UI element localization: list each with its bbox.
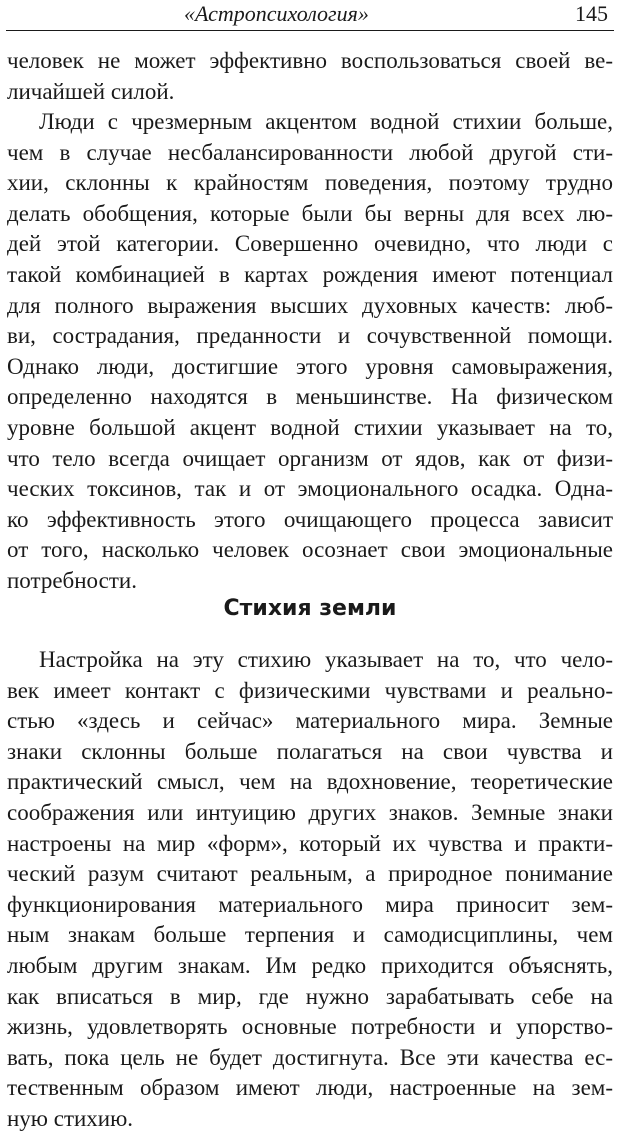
text-line: чем в случае несбалансированности любой другой сти- [7, 139, 613, 165]
text-line: ную стихию. [7, 1105, 134, 1131]
text-line: от того, насколько человек осознает свои эмоциональные [7, 537, 613, 563]
text-line: делать обобщения, которые были бы верны для всех лю- [7, 200, 613, 226]
text-line: вать, пока цель не будет достигнута. Все эти качества ес- [7, 1044, 613, 1070]
text-line: Люди с чрезмерным акцентом водной стихии больше, [39, 109, 613, 134]
text-line: что тело всегда очищает организм от ядов, как от физи- [7, 445, 613, 471]
text-line: ческих токсинов, так и от эмоционального осадка. Одна- [7, 476, 613, 502]
text-line: личайшей силой. [7, 78, 175, 104]
text-line: век имеет контакт с физическими чувствами и реально- [7, 677, 613, 703]
text-line: функционирования материального мира приносит зем- [7, 891, 613, 917]
paragraph-continuation [7, 46, 613, 107]
paragraph-earth-element [7, 645, 613, 1135]
text-line: ви, сострадания, преданности и сочувственной помощи. [7, 323, 613, 349]
text-line: ческий разум считают реальным, а природное понимание [7, 861, 613, 887]
page-number: 145 [575, 1, 608, 26]
text-line: знаки склонны больше полагаться на свои чувства и [7, 738, 613, 764]
text-line: ным знакам больше терпения и самодисциплины, чем [7, 922, 613, 948]
text-line: практический смысл, чем на вдохновение, теоретические [7, 769, 613, 795]
text-line: Однако люди, достигшие этого уровня самовыражения, [7, 353, 613, 379]
text-line: ко эффективность этого очищающего процесса зависит [7, 506, 613, 532]
text-line: Настройка на эту стихию указывает на то, что чело- [39, 647, 613, 672]
text-line: такой комбинацией в картах рождения имеют потенциал [7, 261, 613, 287]
text-line: потребности. [7, 567, 137, 593]
text-line: определенно находятся в меньшинстве. На физическом [7, 384, 613, 410]
text-line: любым другим знакам. Им редко приходится объяснять, [7, 952, 613, 978]
running-title: «Астропсихология» [184, 1, 369, 26]
text-line: хии, склонны к крайностям поведения, поэтому трудно [7, 170, 613, 196]
text-line: настроены на мир «форм», который их чувства и практи- [7, 830, 613, 856]
text-line: дей этой категории. Совершенно очевидно, что люди с [7, 231, 613, 257]
text-line: жизнь, удовлетворять основные потребности и упорство- [7, 1014, 613, 1040]
paragraph-water-excess [7, 107, 613, 597]
text-line: уровне большой акцент водной стихии указывает на то, [7, 414, 613, 440]
text-line: человек не может эффективно воспользоваться своей ве- [7, 48, 613, 73]
section-heading: Стихия земли [223, 596, 397, 621]
text-line: тественным образом имеют люди, настроенные на зем- [7, 1075, 613, 1101]
text-line: для полного выражения высших духовных качеств: люб- [7, 292, 613, 318]
text-line: соображения или интуицию других знаков. Земные знаки [7, 799, 613, 825]
text-line: стью «здесь и сейчас» материального мира. Земные [7, 708, 613, 734]
running-header [6, 0, 614, 31]
text-line: как вписаться в мир, где нужно зарабатывать себе на [7, 983, 613, 1009]
